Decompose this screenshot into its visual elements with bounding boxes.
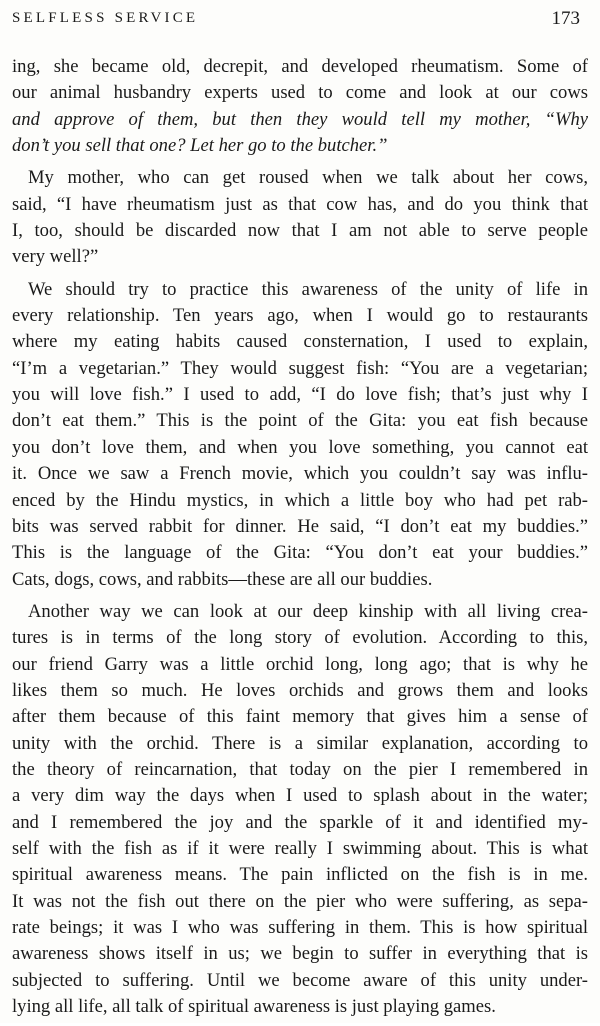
text-line: bits was served rabbit for dinner. He said, “I don’t eat my buddies.” (12, 515, 588, 537)
text-line: My mother, who can get roused when we talk about her cows, (28, 167, 588, 189)
paragraph-2 (12, 165, 588, 270)
text-line (12, 107, 588, 133)
text-line: the theory of reincarnation, that today on the pier I remembered in (12, 758, 588, 780)
text-line: “I’m a vegetarian.” They would suggest fish: “You are a vegetarian; (12, 357, 588, 379)
text-line: you don’t love them, and when you love something, you cannot eat (12, 436, 588, 458)
text-line: after them because of this faint memory that gives him a sense of (12, 706, 588, 728)
text-line: spiritual awareness means. The pain inflicted on the fish is in me. (12, 864, 588, 886)
text-line: We should try to practice this awareness of the unity of life in (28, 278, 588, 300)
paragraph-1 (12, 54, 588, 159)
text-line: our animal husbandry experts used to come and look at our cows (12, 82, 588, 104)
paragraph-3 (12, 277, 588, 593)
text-line: This is the language of the Gita: “You don’t eat your buddies.” (12, 542, 588, 564)
text-line: said, “I have rheumatism just as that cow has, and do you think that (12, 193, 588, 215)
text-line: enced by the Hindu mystics, in which a little boy who had pet rab- (12, 489, 588, 511)
text-line: lying all life, all talk of spiritual awareness is just playing games. (12, 996, 496, 1018)
body-text (12, 54, 588, 1026)
text-line: I, too, should be discarded now that I am not able to serve people (12, 220, 588, 242)
italic-text-line: and approve of them, but then they would tell my mother, “Why (12, 108, 588, 130)
text-line: likes them so much. He loves orchids and grows them and looks (12, 679, 588, 701)
text-line: a very dim way the days when I used to splash about in the water; (12, 785, 588, 807)
text-line: Another way we can look at our deep kinship with all living crea- (28, 600, 588, 622)
text-line: rate beings; it was I who was suffering in them. This is how spiritual (12, 917, 588, 938)
text-line: subjected to suffering. Until we become aware of this unity under- (12, 969, 588, 991)
text-line: where my eating habits caused consternation, I used to explain, (12, 331, 588, 353)
text-line: awareness shows itself in us; we begin to suffer in everything that is (12, 943, 588, 965)
text-line: every relationship. Ten years ago, when I would go to restaurants (12, 305, 588, 327)
page-number: 173 (551, 8, 580, 29)
text-line: you will love fish.” I used to add, “I do love fish; that’s just why I (12, 384, 588, 406)
text-line: It was not the fish out there on the pier who were suffering, as sepa- (12, 890, 588, 912)
running-head (0, 8, 600, 32)
text-line: our friend Garry was a little orchid long, long ago; that is why he (12, 653, 588, 675)
paragraph-4 (12, 599, 588, 1021)
italic-text-line: don’t you sell that one? Let her go to the butcher.” (12, 135, 388, 157)
text-line: it. Once we saw a French movie, which you couldn’t say was influ- (12, 463, 588, 485)
text-line (12, 133, 588, 159)
text-line: and I remembered the joy and the sparkle of it and identified my- (12, 811, 588, 833)
text-line: Cats, dogs, cows, and rabbits—these are all our buddies. (12, 568, 433, 590)
text-line: don’t eat them.” This is the point of the Gita: you eat fish because (12, 410, 588, 432)
text-line: very well?” (12, 246, 99, 268)
text-line: self with the fish as if it were really I swimming about. This is what (12, 837, 588, 859)
text-line: ing, she became old, decrepit, and developed rheumatism. Some of (12, 56, 588, 77)
running-title: SELFLESS SERVICE (12, 10, 199, 26)
text-line: unity with the orchid. There is a similar explanation, according to (12, 732, 588, 754)
text-line: tures is in terms of the long story of evolution. According to this, (12, 627, 588, 649)
